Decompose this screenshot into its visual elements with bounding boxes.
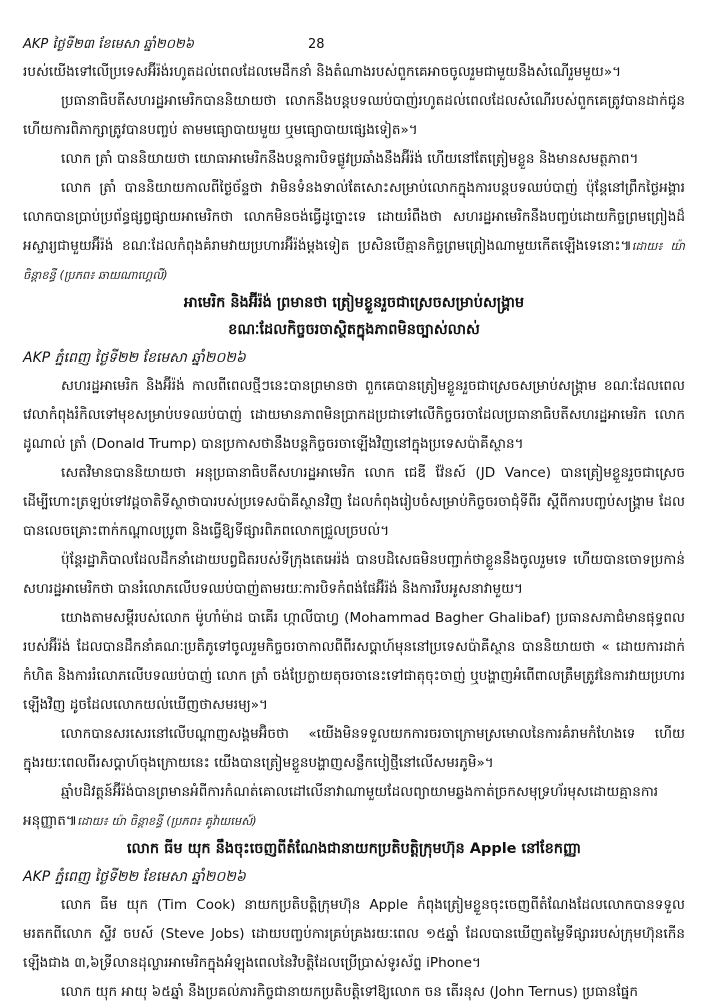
paragraph-text: លោក ត្រាំ បាននិយាយកាលពីថ្ងៃច័ន្ទថា វាមិនទំនងទាល់តែសោះសម្រាប់លោកក្នុងការបន្តបទឈប់បាញ់ ប៉ុន្តែនៅព្រឹកថ្ងៃអង្គារ លោកបានប្រាប់ប្រព័ន្ធផ្សព្វផ្សាយអាមេរិកថា លោកមិនចង់ធ្វើដូច្នោះទេ ដោយរំពឹងថា សហរដ្ឋអាមេរិកនឹងបញ្ចប់ដោយកិច្ចព្រមព្រៀងដ៏អស្ចារ្យជាមួយអ៊ីរ៉ង់ ខណៈដែលកំពុងគំរាមវាយប្រហារអ៊ីរ៉ង់ម្តងទៀត ប្រសិនបើគ្មានកិច្ចព្រមព្រៀងណាមួយកើតឡើងទេនោះ៕ <box>23 180 685 254</box>
paragraph: របស់យើងទៅលើប្រទេសអ៊ីរ៉ង់រហូតដល់ពេលដែលមេដឹកនាំ និងតំណាងរបស់ពួកគេអាចចូលរួមជាមួយនឹងសំណើរួមមួយ»។ <box>23 64 622 80</box>
paragraph: លោកបានសរសេរនៅលើបណ្តាញសង្គមអ៊ិចថា «យើងមិនទទួលយកការចរចាក្រោមស្រមោលនៃការគំរាមកំហែងទេ ហើយក្នុងរយៈពេលពីរសប្តាហ៍ចុងក្រោយនេះ យើងបានត្រៀមខ្លួនបង្ហាញសន្លឹកបៀថ្មីនៅលើសមរភូមិ»។ <box>23 726 685 771</box>
paragraph: យោងតាមសម្តីរបស់លោក ម៉ូហាំម៉ាដ បាគើរ ហ្កាលីបាហ្វ (Mohammad Bagher Ghalibaf) ប្រធានសភាជំមានផុទ្ធពលរបស់អ៊ីរ៉ង់ ដែលបានដឹកនាំគណៈប្រតិភូទៅចូលរួមកិច្ចចរចាកាលពីពីរសប្តាហ៍មុននៅប្រទេសប៉ាគីស្ថាន បាននិយាយថា « ដោយការដាក់កំហិត និងការរំលោភលើបទឈប់បាញ់ លោក ត្រាំ ចង់ប្រែក្លាយតុចរចានេះទៅជាតុចុះចាញ់ ឬបង្ហាញអំពើពាលត្រឹមត្រូវនៃការវាយប្រហារឡើងវិញ ដូចដែលលោកយល់ឃើញថាសមរម្យ»។ <box>23 610 685 713</box>
byline-credit: ដោយ៖ យ៉ា ចិន្តាខន្ធី (ប្រភព៖ ឆាយណាហ្គេលី) <box>23 239 685 282</box>
paragraph: លោក ត្រាំ បាននិយាយថា យោធាអាមេរិកនឹងបន្តការបិទផ្លូវប្រឆាំងនឹងអ៊ីរ៉ង់ ហើយនៅតែត្រៀមខ្លួន និងមានសមត្ថភាព។ <box>61 151 639 167</box>
headline-line-1: អាមេរិក និងអ៊ីរ៉ង់ ព្រមានថា ត្រៀមខ្លួនរួចជាស្រេចសម្រាប់សង្គ្រាម <box>183 295 525 311</box>
paragraph: សេតវិមានបាននិយាយថា អនុប្រធានាធិបតីសហរដ្ឋអាមេរិក លោក ជេឌី វ៉ែនស៍ (JD Vance) បានត្រៀមខ្លួនរួចជាស្រេចដើម្បីហោះត្រឡប់ទៅវដ្តចាតិទីស្ថាថាបារបស់ប្រទេសប៉ាគីស្ថានវិញ ដែលកំពុងរៀបចំសម្រាប់កិច្ចចរចាជុំទីពីរ ស្តីពីការបញ្ចប់សង្គ្រាម ដែលបានលេចគ្រោះពាក់កណ្តាលប្រូពា និងធ្វើឱ្យទីផ្សារពិភពលោកជ្រួលច្របល់។ <box>23 465 685 539</box>
article-2 <box>23 290 685 836</box>
page-number: 28 <box>308 37 325 52</box>
paragraph: ប្រធានាធិបតីសហរដ្ឋអាមេរិកបាននិយាយថា លោកនឹងបន្តបទឈប់បាញ់រហូតដល់ពេលដែលសំណើរបស់ពួកគេត្រូវបានដាក់ជូន ហើយការពិភាក្សាត្រូវបានបញ្ចប់ តាមមធ្យោបាយមួយ ឬមធ្យោបាយផ្សេងទៀត»។ <box>23 93 685 138</box>
paragraph: លោក ធីម យុក (Tim Cook) នាយកប្រតិបត្តិក្រុមហ៊ុន Apple កំពុងត្រៀមខ្លួនចុះចេញពីតំណែងដែលលោកបានទទួលមរតកពីលោក ស្ទីវ ចបស៍ (Steve Jobs) ដោយបញ្ចប់ការគ្រប់គ្រងរយៈពេល ១៥ឆ្នាំ ដែលបានឃើញតម្លៃទីផ្សាររបស់ក្រុមហ៊ុនកើនឡើងជាង ៣,៦ទ្រីលានដុល្លារអាមេរិកក្នុងអំឡុងពេលនៃវិបត្តិដែលប្រើប្រាស់ទូរស័ព្ទ iPhone។ <box>23 897 685 971</box>
paragraph-text: ឆ្មាំបដិវត្តន៍អ៊ីរ៉ង់បានព្រមានអំពីការកំណត់គោលដៅលើនាវាណាមួយដែលព្យាយាមឆ្លងកាត់ច្រកសមុទ្រហ័រមុសដោយគ្មានការអនុញ្ញាត៕ <box>23 784 659 829</box>
byline-credit: ដោយ៖ យ៉ា ចិន្តាខន្ធី (ប្រភព៖ គូវ៉ាយមេស៍) <box>77 814 257 828</box>
running-header <box>23 32 685 58</box>
article-1-continuation <box>23 58 685 290</box>
article-dateline: AKP ភ្នំពេញ ថ្ងៃទី២២ ខែមេសា ឆ្នាំ២០២៦ <box>23 350 246 366</box>
paragraph: សហរដ្ឋអាមេរិក និងអ៊ីរ៉ង់ កាលពីពេលថ្មីៗនេះបានព្រមានថា ពួកគេបានត្រៀមខ្លួនរួចជាស្រេចសម្រាប់សង្គ្រាម ខណៈដែលពេលវេលាកំពុងរំកិលទៅមុខសម្រាប់បទឈប់បាញ់ ដោយមានភាពមិនប្រាកដប្រជាទៅលើកិច្ចចរចាដែលប្រធានាធិបតីសហរដ្ឋអាមេរិក លោក ដូណាល់ ត្រាំ (Donald Trump) បានប្រកាសថានឹងបន្តកិច្ចចរចាឡើងវិញនៅក្នុងប្រទេសប៉ាគីស្ថាន។ <box>23 378 685 452</box>
article-headline <box>23 290 685 344</box>
paragraph: លោក យុក អាយុ ៦៥ឆ្នាំ នឹងប្រគល់ភារកិច្ចជានាយកប្រតិបត្តិទៅឱ្យលោក ចន តើរនុស (John Ternus) ប្រធានផ្នែក <box>61 984 639 1000</box>
paragraph <box>23 778 685 836</box>
paragraph: ប៉ុន្តែរដ្ឋាភិបាលដែលដឹកនាំដោយបព្វជិតរបស់ទីក្រុងតេអេរ៉ង់ បានបដិសេធមិនបញ្ជាក់ថាខ្លួននឹងចូលរួមទេ ហើយបានចោទប្រកាន់សហរដ្ឋអាមេរិកថា បានរំលោភលើបទឈប់បាញ់តាមរយៈការបិទកំពង់ផែអ៊ីរ៉ង់ និងការរឹបអូសនាវាមួយ។ <box>23 552 685 597</box>
paragraph <box>23 174 685 290</box>
header-dateline: AKP ថ្ងៃទី២៣ ខែមេសា ឆ្នាំ២០២៦ <box>23 37 194 52</box>
headline-line-2: ខណៈដែលកិច្ចចរចាស្ថិតក្នុងភាពមិនច្បាស់លាស់ <box>228 322 480 338</box>
article-3 <box>23 836 685 1007</box>
article-dateline: AKP ភ្នំពេញ ថ្ងៃទី២២ ខែមេសា ឆ្នាំ២០២៦ <box>23 869 246 885</box>
article-headline: លោក ធីម យុក នឹងចុះចេញពីតំណែងជានាយកប្រតិបត្តិក្រុមហ៊ុន Apple នៅខែកញ្ញា <box>126 841 582 857</box>
